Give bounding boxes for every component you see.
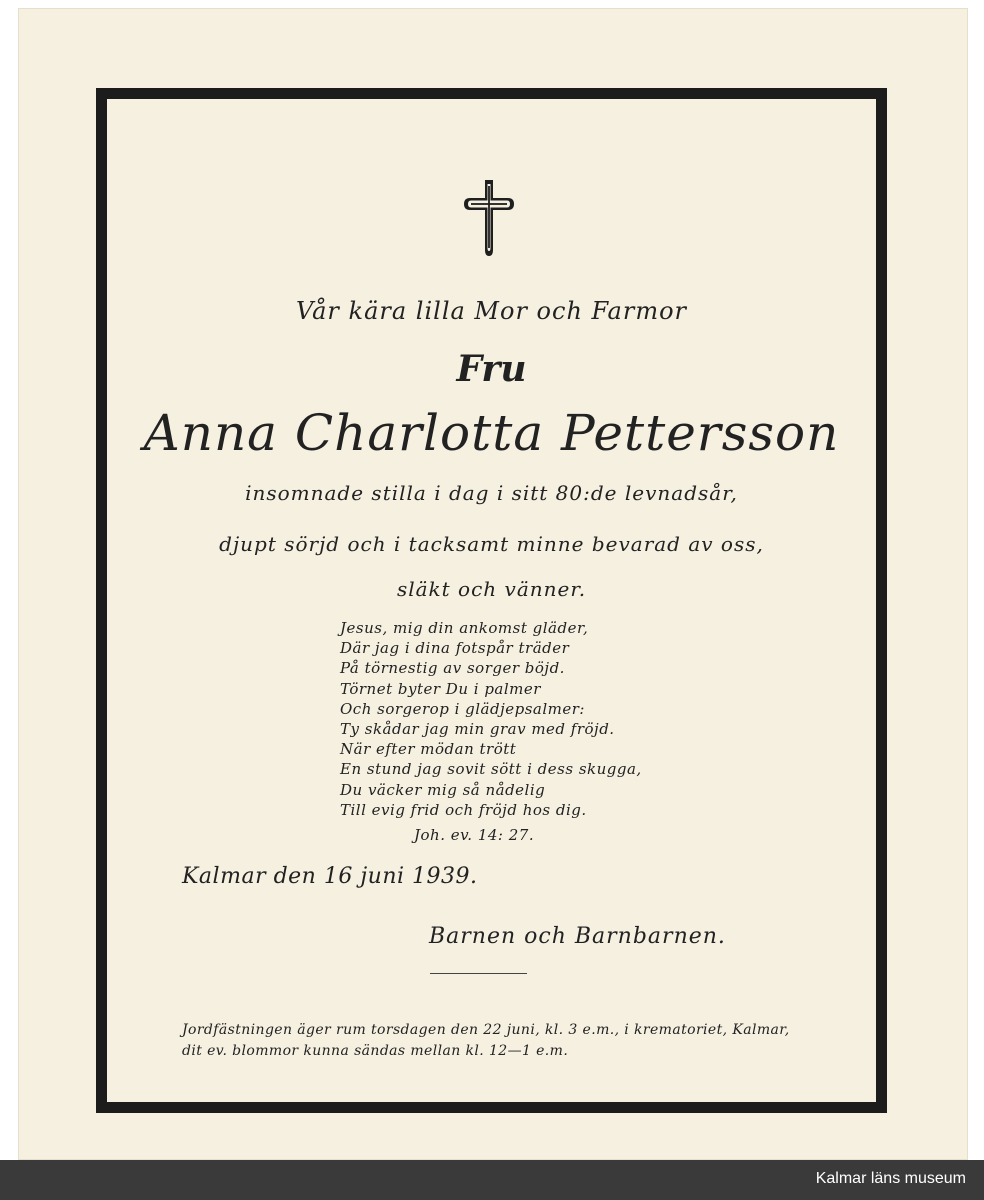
museum-credit: Kalmar läns museum — [815, 1170, 966, 1187]
announcement-line: djupt sörjd och i tacksamt minne bevarad av oss, — [219, 532, 764, 556]
hymn-line: En stund jag sovit sött i dess skugga, — [340, 760, 642, 779]
hymn-line: Du väcker mig så nådelig — [340, 780, 546, 799]
hymn-line: Och sorgerop i glädjepsalmer: — [340, 699, 585, 718]
hymn-line: Törnet byter Du i palmer — [340, 679, 541, 698]
greeting-line: Vår kära lilla Mor och Farmor — [295, 297, 688, 325]
hymn-line: På törnestig av sorger böjd. — [340, 659, 565, 678]
cross-icon — [464, 180, 514, 256]
funeral-notice-line: Jordfästningen äger rum torsdagen den 22 juni, kl. 3 e.m., i krematoriet, Kalmar, — [182, 1022, 790, 1038]
signature: Barnen och Barnbarnen. — [429, 924, 726, 949]
honorific: Fru — [456, 348, 527, 390]
hymn-verse — [340, 618, 760, 820]
announcement-line: insomnade stilla i dag i sitt 80:de levnadsår, — [245, 481, 738, 505]
hymn-line: När efter mödan trött — [340, 740, 517, 759]
deceased-name: Anna Charlotta Pettersson — [143, 404, 840, 462]
divider — [430, 973, 527, 974]
hymn-line: Där jag i dina fotspår träder — [340, 639, 570, 658]
announcement-line: släkt och vänner. — [396, 577, 587, 601]
hymn-line: Ty skådar jag min grav med fröjd. — [340, 720, 615, 739]
place-and-date: Kalmar den 16 juni 1939. — [182, 864, 478, 889]
hymn-reference: Joh. ev. 14: 27. — [414, 826, 535, 844]
hymn-line: Jesus, mig din ankomst gläder, — [340, 619, 589, 637]
hymn-line: Till evig frid och fröjd hos dig. — [340, 800, 587, 819]
museum-credit-bar — [0, 1160, 984, 1200]
funeral-notice-line: dit ev. blommor kunna sändas mellan kl. 12—1 e.m. — [182, 1043, 569, 1059]
